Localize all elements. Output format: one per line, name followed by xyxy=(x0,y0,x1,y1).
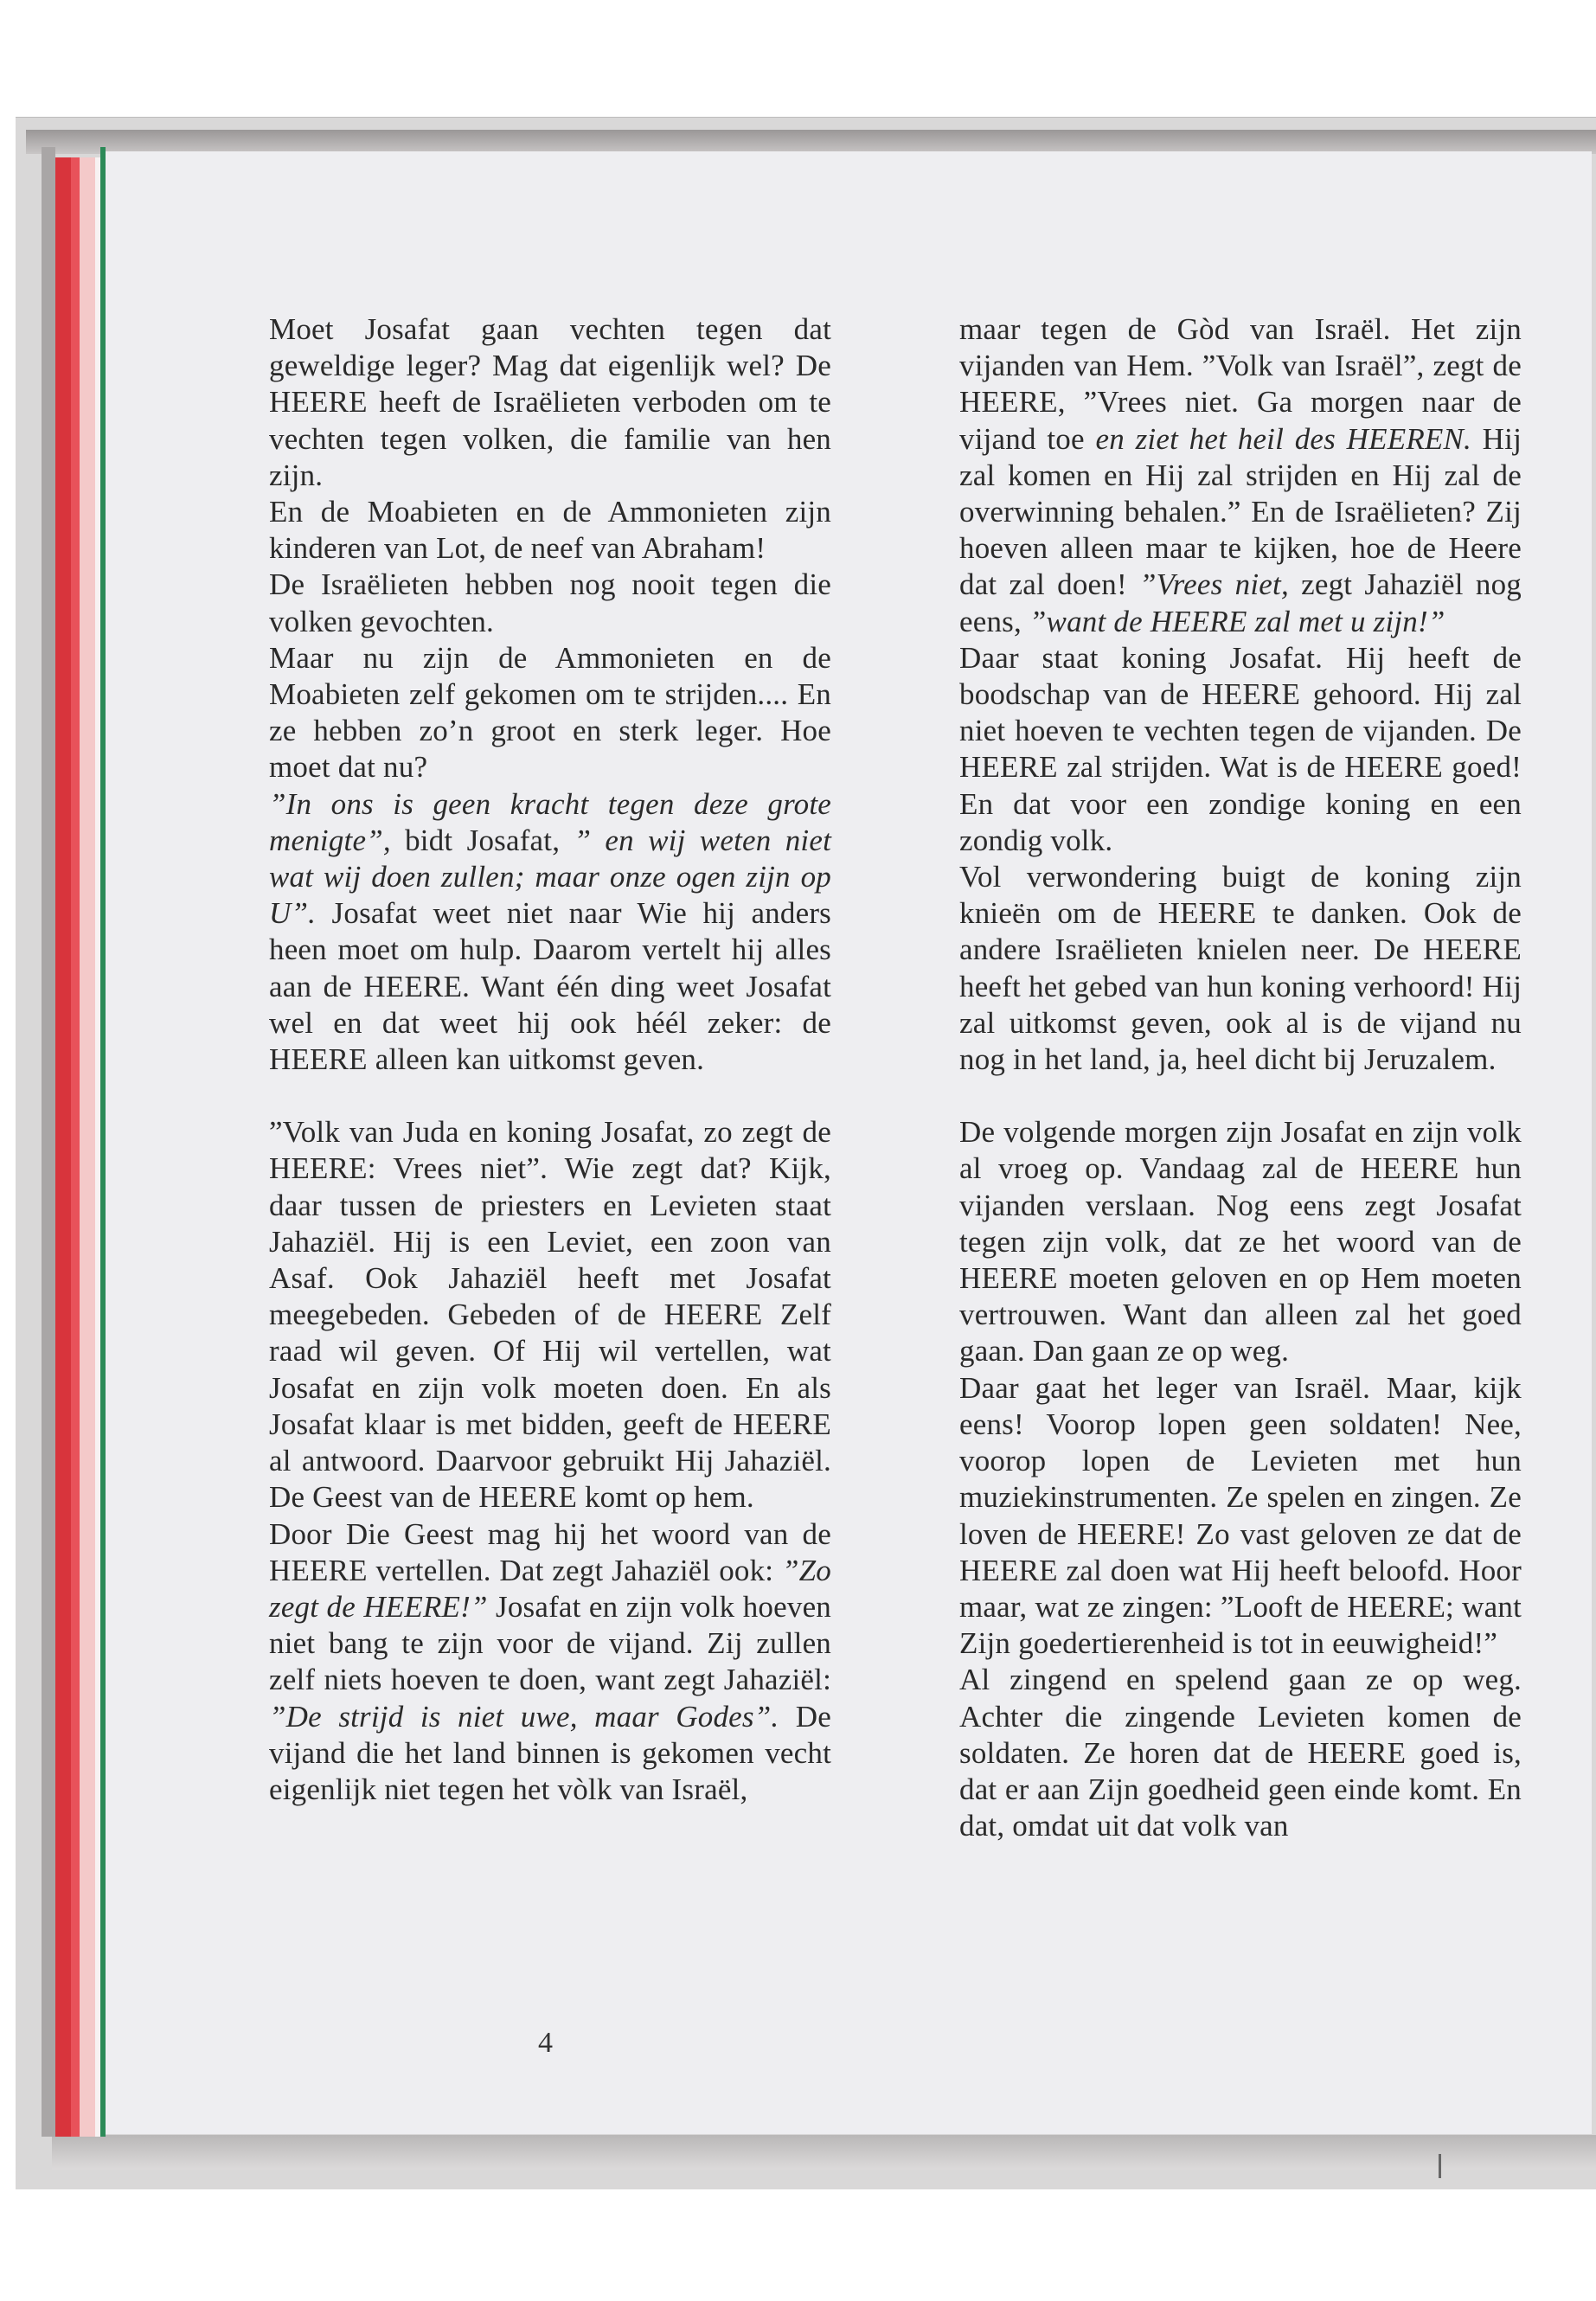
left-text-column xyxy=(269,311,831,1808)
paragraph: Al zingend en spelend gaan ze op weg. Achter die zingende Levieten komen de soldaten. Ze horen dat de HEERE goed is, dat er aan Zijn goedheid geen einde komt. En dat, omdat uit dat volk van xyxy=(959,1663,1522,1843)
spine-grey-edge xyxy=(42,147,55,2137)
paragraph-text: Josafat weet niet naar Wie hij anders heen moet om hulp. Daarom vertelt hij alles aan de HEERE. Want één ding weet Josafat wel en dat weet hij ook héél zeker: de HEERE alleen kan uitkomst geven. xyxy=(269,896,831,1077)
page-number: 4 xyxy=(538,2027,553,2059)
book-binding-bottom xyxy=(52,2135,1596,2170)
paragraph: De Israëlieten hebben nog nooit tegen die volken gevochten. xyxy=(269,567,831,638)
quote-battle: ”De strijd is niet uwe, maar Godes”. xyxy=(269,1699,779,1734)
scan-speck xyxy=(1439,2154,1441,2178)
paragraph: Vol verwondering buigt de koning zijn knieën om de HEERE te danken. Ook de andere Israëlieten knielen neer. De HEERE heeft het gebed van hun koning verhoord! Hij zal uitkomst geven, ook al is de vijand nu nog in het land, ja, heel dicht bij Jeruzalem. xyxy=(959,860,1522,1077)
prayer-attribution: bidt Josafat, xyxy=(390,823,574,857)
paragraph: Daar staat koning Josafat. Hij heeft de boodschap van de HEERE gehoord. Hij zal niet hoeven te vechten tegen de vijanden. De HEERE zal strijden. Wat is de HEERE goed! En dat voor een zondige koning en een zondig volk. xyxy=(959,640,1522,857)
paragraph-text: Door Die Geest mag hij het woord van de HEERE vertellen. Dat zegt Jahaziël ook: xyxy=(269,1516,831,1587)
quote-salvation: en ziet het heil des HEEREN. xyxy=(1095,421,1471,456)
book-page xyxy=(106,151,1592,2134)
spine-pink-stripe xyxy=(80,157,95,2137)
book-spine xyxy=(42,147,111,2137)
right-text-column xyxy=(959,311,1522,1844)
paragraph-continued xyxy=(959,311,1522,640)
paragraph-prayer xyxy=(269,786,831,1079)
paragraph-text: De vijand die het land binnen is gekomen vecht eigenlijk niet tegen het vòlk van Israël, xyxy=(269,1699,831,1806)
paragraph: En de Moabieten en de Ammonieten zijn kinderen van Lot, de neef van Abraham! xyxy=(269,495,831,566)
paragraph-spacer xyxy=(269,1078,831,1114)
quote-fear-not: ”Vrees niet, xyxy=(1139,567,1289,602)
paragraph: ”Volk van Juda en koning Josafat, zo zegt de HEERE: Vrees niet”. Wie zegt dat? Kijk, daar tussen de priesters en Levieten staat Jahaziël. Hij is een Leviet, een zoon van Asaf. Ook Jahaziël heeft met Josafat meegebeden. Gebeden of de HEERE Zelf raad wil geven. Of Hij wil vertellen, wat Josafat en zijn volk moeten doen. En als Josafat klaar is met bidden, geeft de HEERE al antwoord. Daarvoor gebruikt Hij Jahaziël. De Geest van de HEERE komt op hem. xyxy=(269,1115,831,1515)
paragraph: Daar gaat het leger van Israël. Maar, kijk eens! Voorop lopen geen soldaten! Nee, voorop lopen de Levieten met hun muziekinstrumenten. Ze spelen en zingen. Ze loven de HEERE! Zo vast geloven ze dat de HEERE zal doen wat Hij heeft beloofd. Hoor maar, wat ze zingen: ”Looft de HEERE; want Zijn goedertierenheid is tot in eeuwigheid!” xyxy=(959,1370,1522,1661)
paragraph-text: Hij zal komen en Hij zal strijden en Hij zal de overwinning behalen.” En de Israëlieten? Zij hoeven alleen maar te kijken, hoe de Heere dat zal doen! xyxy=(959,421,1522,602)
prayer-quote: ”In ons is geen kracht tegen deze grote menigte”, xyxy=(269,786,831,857)
paragraph-text: maar tegen de Gòd van Israël. Het zijn vijanden van Hem. ”Volk van Israël”, zegt de HEERE, ”Vrees niet. Ga morgen naar de vijand toe xyxy=(959,312,1522,456)
quote-thus-says: ”Zo zegt de HEERE!” xyxy=(269,1553,831,1624)
spine-red-stripe-light xyxy=(71,157,80,2137)
paragraph-text: zegt Jahaziël nog eens, xyxy=(959,567,1522,638)
paragraph: Maar nu zijn de Ammonieten en de Moabieten zelf gekomen om te strijden.... En ze hebben zo’n groot en sterk leger. Hoe moet dat nu? xyxy=(269,640,831,785)
paragraph-text: Josafat en zijn volk hoeven niet bang te zijn voor de vijand. Zij zullen zelf niets hoeven te doen, want zegt Jahaziël: xyxy=(269,1589,832,1697)
paragraph-jahaziel xyxy=(269,1516,831,1809)
spine-red-stripe xyxy=(55,157,71,2137)
book-binding-top xyxy=(26,130,1596,154)
paragraph: Moet Josafat gaan vechten tegen dat geweldige leger? Mag dat eigenlijk wel? De HEERE heeft de Israëlieten verboden om te vechten tegen volken, die familie van hen zijn. xyxy=(269,312,831,492)
paragraph: De volgende morgen zijn Josafat en zijn volk al vroeg op. Vandaag zal de HEERE hun vijanden verslaan. Nog eens zegt Josafat tegen zijn volk, dat ze het woord van de HEERE moeten geloven en op Hem moeten vertrouwen. Want dan alleen zal het goed gaan. Dan gaan ze op weg. xyxy=(959,1115,1522,1368)
paragraph-spacer xyxy=(959,1078,1522,1114)
prayer-quote-continued: ” en wij weten niet wat wij doen zullen; maar onze ogen zijn op U”. xyxy=(269,823,831,931)
quote-lord-with-you: ”want de HEERE zal met u zijn!” xyxy=(1029,604,1445,638)
